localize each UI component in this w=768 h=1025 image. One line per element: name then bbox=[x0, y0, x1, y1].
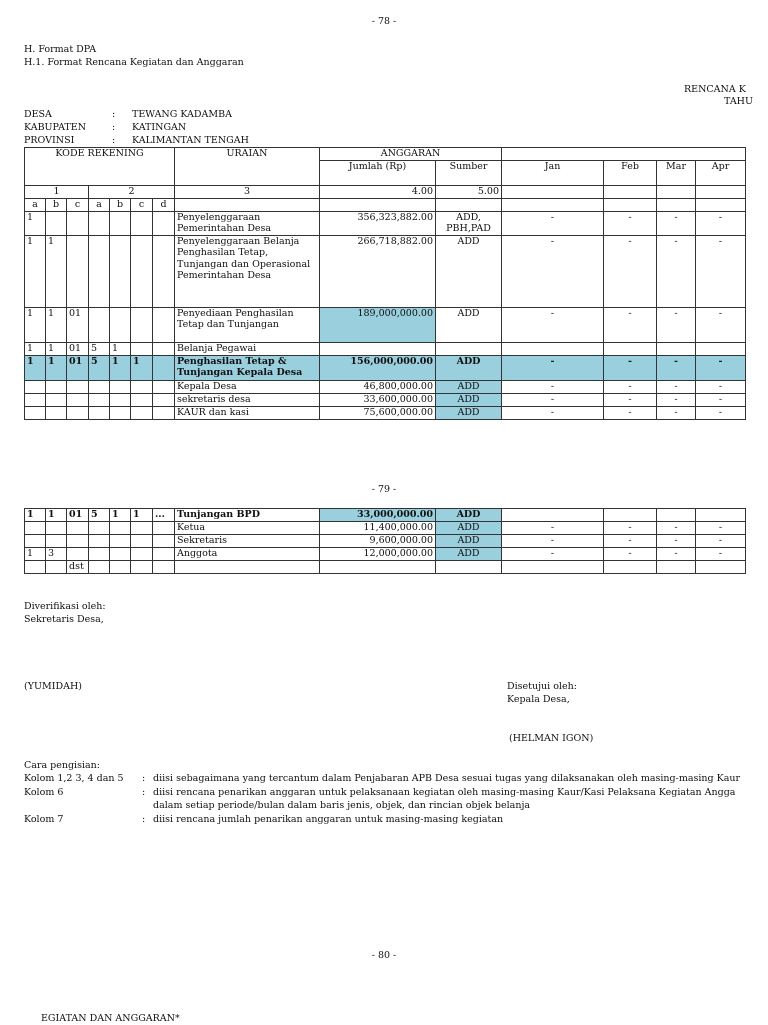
subsection-heading: H.1. Format Rencana Kegiatan dan Anggaran bbox=[24, 57, 244, 68]
jumlah-cell: 356,323,882.00 bbox=[320, 211, 436, 235]
code-cell bbox=[67, 535, 89, 548]
code-cell bbox=[67, 548, 89, 561]
code-cell bbox=[110, 211, 131, 235]
month-cell-feb: - bbox=[604, 235, 657, 307]
code-cell: 1 bbox=[110, 355, 131, 380]
code-cell bbox=[89, 211, 110, 235]
month-cell-apr bbox=[696, 342, 746, 355]
column-number: 5.00 bbox=[436, 186, 502, 199]
uraian-cell bbox=[175, 561, 320, 574]
month-cell-apr: - bbox=[696, 393, 746, 406]
code-cell bbox=[131, 380, 153, 393]
secretary-name: (YUMIDAH) bbox=[24, 681, 82, 692]
month-cell-mar: - bbox=[657, 393, 696, 406]
table-body bbox=[25, 509, 746, 574]
sumber-cell bbox=[436, 561, 502, 574]
code-cell bbox=[46, 393, 67, 406]
jumlah-cell bbox=[320, 342, 436, 355]
header-blank bbox=[502, 148, 746, 161]
empty-cell bbox=[320, 199, 436, 212]
code-cell bbox=[110, 307, 131, 342]
code-cell bbox=[89, 307, 110, 342]
month-cell-mar: - bbox=[657, 211, 696, 235]
code-cell bbox=[110, 548, 131, 561]
budget-table-79 bbox=[24, 508, 746, 574]
month-cell-mar: - bbox=[657, 355, 696, 380]
secretary-title: Sekretaris Desa, bbox=[24, 614, 104, 625]
table-row bbox=[25, 380, 746, 393]
month-cell-apr bbox=[696, 509, 746, 522]
code-cell: 5 bbox=[89, 355, 110, 380]
month-cell-jan: - bbox=[502, 355, 604, 380]
table-row bbox=[25, 355, 746, 380]
code-cell bbox=[153, 211, 175, 235]
table-body bbox=[25, 211, 746, 419]
instruction-column: Kolom 7 bbox=[24, 814, 64, 825]
month-cell-apr: - bbox=[696, 307, 746, 342]
table-row bbox=[25, 561, 746, 574]
uraian-cell: Anggota bbox=[175, 548, 320, 561]
month-cell-mar: - bbox=[657, 535, 696, 548]
table-row bbox=[25, 535, 746, 548]
month-cell-feb: - bbox=[604, 393, 657, 406]
instruction-sep: : bbox=[142, 814, 146, 825]
empty-cell bbox=[696, 199, 746, 212]
month-cell-jan: - bbox=[502, 535, 604, 548]
code-cell bbox=[46, 406, 67, 419]
code-cell bbox=[110, 522, 131, 535]
header-sumber: Sumber bbox=[436, 161, 502, 186]
section-heading: H. Format DPA bbox=[24, 44, 97, 55]
code-letter: c bbox=[67, 199, 89, 212]
month-cell-feb bbox=[604, 509, 657, 522]
column-number-row bbox=[25, 186, 746, 199]
code-cell bbox=[89, 535, 110, 548]
month-cell-apr: - bbox=[696, 548, 746, 561]
table-row bbox=[25, 211, 746, 235]
budget-table-78 bbox=[24, 147, 746, 420]
instructions-title: Cara pengisian: bbox=[24, 760, 100, 771]
code-cell: dst bbox=[67, 561, 89, 574]
month-cell-apr bbox=[696, 561, 746, 574]
month-cell-mar: - bbox=[657, 380, 696, 393]
code-letter: b bbox=[46, 199, 67, 212]
sumber-cell bbox=[436, 342, 502, 355]
table-row bbox=[25, 522, 746, 535]
code-cell: 1 bbox=[46, 355, 67, 380]
code-letter: d bbox=[153, 199, 175, 212]
code-cell: 3 bbox=[46, 548, 67, 561]
table-row bbox=[25, 406, 746, 419]
month-cell-feb: - bbox=[604, 522, 657, 535]
sumber-cell: ADD bbox=[436, 535, 502, 548]
table-row bbox=[25, 307, 746, 342]
sumber-cell: ADD bbox=[436, 307, 502, 342]
month-cell-mar bbox=[657, 509, 696, 522]
instruction-text: diisi rencana jumlah penarikan anggaran untuk masing-masing kegiatan bbox=[153, 814, 504, 825]
month-cell-feb bbox=[604, 561, 657, 574]
page80-title-fragment: EGIATAN DAN ANGGARAN* bbox=[41, 1013, 180, 1024]
code-cell bbox=[25, 535, 46, 548]
code-cell bbox=[25, 406, 46, 419]
code-cell bbox=[89, 561, 110, 574]
sumber-cell: ADD bbox=[436, 393, 502, 406]
table-row bbox=[25, 509, 746, 522]
code-cell bbox=[67, 522, 89, 535]
code-cell bbox=[110, 380, 131, 393]
code-cell bbox=[131, 211, 153, 235]
info-value-provinsi: KALIMANTAN TENGAH bbox=[132, 135, 249, 146]
jumlah-cell bbox=[320, 561, 436, 574]
table-row bbox=[25, 548, 746, 561]
uraian-cell: Ketua bbox=[175, 522, 320, 535]
uraian-cell: KAUR dan kasi bbox=[175, 406, 320, 419]
code-cell bbox=[89, 522, 110, 535]
info-sep: : bbox=[112, 135, 116, 146]
table-row bbox=[25, 342, 746, 355]
header-kode-rekening: KODE REKENING bbox=[25, 148, 175, 186]
code-cell bbox=[131, 535, 153, 548]
empty-cell bbox=[657, 199, 696, 212]
verified-by-label: Diverifikasi oleh: bbox=[24, 601, 106, 612]
empty-cell bbox=[604, 186, 657, 199]
code-cell bbox=[67, 406, 89, 419]
code-cell bbox=[46, 535, 67, 548]
sumber-cell: ADD bbox=[436, 522, 502, 535]
sumber-cell: ADD, PBH,PAD bbox=[436, 211, 502, 235]
info-label-provinsi: PROVINSI bbox=[24, 135, 75, 146]
code-letter: a bbox=[89, 199, 110, 212]
month-cell-feb: - bbox=[604, 406, 657, 419]
month-cell-apr: - bbox=[696, 406, 746, 419]
code-cell bbox=[67, 211, 89, 235]
code-cell bbox=[67, 380, 89, 393]
head-name: (HELMAN IGON) bbox=[509, 733, 594, 744]
month-cell-jan bbox=[502, 342, 604, 355]
jumlah-cell: 9,600,000.00 bbox=[320, 535, 436, 548]
approved-by-label: Disetujui oleh: bbox=[507, 681, 577, 692]
code-cell bbox=[131, 561, 153, 574]
column-number: 1 bbox=[25, 186, 89, 199]
month-cell-apr: - bbox=[696, 355, 746, 380]
month-cell-feb: - bbox=[604, 211, 657, 235]
sumber-cell: ADD bbox=[436, 380, 502, 393]
code-cell: 01 bbox=[67, 355, 89, 380]
code-cell bbox=[131, 393, 153, 406]
month-cell-mar bbox=[657, 561, 696, 574]
info-sep: : bbox=[112, 109, 116, 120]
code-cell bbox=[131, 406, 153, 419]
page-number-80: - 80 - bbox=[371, 950, 397, 961]
code-cell bbox=[153, 355, 175, 380]
empty-cell bbox=[502, 199, 604, 212]
header-month-jan: Jan bbox=[502, 161, 604, 186]
code-cell: 1 bbox=[25, 355, 46, 380]
jumlah-cell: 33,000,000.00 bbox=[320, 509, 436, 522]
month-cell-jan bbox=[502, 509, 604, 522]
instruction-column: Kolom 6 bbox=[24, 787, 64, 798]
code-cell bbox=[89, 380, 110, 393]
column-number: 2 bbox=[89, 186, 175, 199]
code-cell: ... bbox=[153, 509, 175, 522]
month-cell-feb bbox=[604, 342, 657, 355]
code-cell bbox=[46, 561, 67, 574]
jumlah-cell: 12,000,000.00 bbox=[320, 548, 436, 561]
uraian-cell: Penghasilan Tetap & Tunjangan Kepala Desa bbox=[175, 355, 320, 380]
jumlah-cell: 266,718,882.00 bbox=[320, 235, 436, 307]
header-anggaran: ANGGARAN bbox=[320, 148, 502, 161]
document-title-fragment: RENCANA K bbox=[684, 84, 746, 95]
month-cell-jan: - bbox=[502, 307, 604, 342]
document-year-fragment: TAHU bbox=[724, 96, 753, 107]
code-cell bbox=[89, 548, 110, 561]
month-cell-feb: - bbox=[604, 307, 657, 342]
instruction-text: diisi rencana penarikan anggaran untuk pelaksanaan kegiatan oleh masing-masing Kaur/Kasi Pelaksana Kegiatan Angga bbox=[153, 787, 736, 798]
code-cell: 01 bbox=[67, 342, 89, 355]
info-value-kabupaten: KATINGAN bbox=[132, 122, 187, 133]
header-month-mar: Mar bbox=[657, 161, 696, 186]
code-cell: 1 bbox=[25, 342, 46, 355]
code-cell bbox=[153, 535, 175, 548]
month-cell-jan bbox=[502, 561, 604, 574]
month-cell-feb: - bbox=[604, 535, 657, 548]
code-cell bbox=[153, 561, 175, 574]
jumlah-cell: 11,400,000.00 bbox=[320, 522, 436, 535]
empty-cell bbox=[657, 186, 696, 199]
jumlah-cell: 33,600,000.00 bbox=[320, 393, 436, 406]
month-cell-feb: - bbox=[604, 548, 657, 561]
code-cell bbox=[153, 548, 175, 561]
instruction-text: dalam setiap periode/bulan dalam baris jenis, objek, dan rincian objek belanja bbox=[153, 800, 531, 811]
month-cell-mar: - bbox=[657, 235, 696, 307]
month-cell-apr: - bbox=[696, 522, 746, 535]
code-cell bbox=[153, 235, 175, 307]
instruction-column: Kolom 1,2 3, 4 dan 5 bbox=[24, 773, 124, 784]
uraian-cell: Penyelenggaraan Pemerintahan Desa bbox=[175, 211, 320, 235]
month-cell-mar: - bbox=[657, 522, 696, 535]
instruction-text: diisi sebagaimana yang tercantum dalam Penjabaran APB Desa sesuai tugas yang dilaksanakan oleh masing-masing Kaur bbox=[153, 773, 741, 784]
code-cell bbox=[153, 380, 175, 393]
code-cell bbox=[131, 522, 153, 535]
code-letter: c bbox=[131, 199, 153, 212]
code-cell: 5 bbox=[89, 342, 110, 355]
header-month-feb: Feb bbox=[604, 161, 657, 186]
header-month-apr: Apr bbox=[696, 161, 746, 186]
month-cell-jan: - bbox=[502, 235, 604, 307]
info-label-desa: DESA bbox=[24, 109, 52, 120]
table-row bbox=[25, 393, 746, 406]
code-cell: 1 bbox=[46, 235, 67, 307]
code-cell bbox=[46, 522, 67, 535]
code-cell: 1 bbox=[110, 342, 131, 355]
empty-cell bbox=[696, 186, 746, 199]
uraian-cell: Kepala Desa bbox=[175, 380, 320, 393]
month-cell-jan: - bbox=[502, 393, 604, 406]
empty-cell bbox=[436, 199, 502, 212]
code-cell bbox=[110, 235, 131, 307]
code-cell bbox=[131, 307, 153, 342]
uraian-cell: Tunjangan BPD bbox=[175, 509, 320, 522]
code-cell bbox=[25, 393, 46, 406]
month-cell-apr: - bbox=[696, 535, 746, 548]
code-cell bbox=[153, 522, 175, 535]
month-cell-apr: - bbox=[696, 235, 746, 307]
jumlah-cell: 189,000,000.00 bbox=[320, 307, 436, 342]
code-cell: 1 bbox=[131, 355, 153, 380]
sumber-cell: ADD bbox=[436, 509, 502, 522]
code-cell: 1 bbox=[25, 509, 46, 522]
page-number-79: - 79 - bbox=[371, 484, 397, 495]
code-cell: 5 bbox=[89, 509, 110, 522]
code-cell: 01 bbox=[67, 509, 89, 522]
jumlah-cell: 75,600,000.00 bbox=[320, 406, 436, 419]
head-title: Kepala Desa, bbox=[507, 694, 570, 705]
month-cell-jan: - bbox=[502, 406, 604, 419]
code-cell bbox=[131, 342, 153, 355]
code-cell: 1 bbox=[46, 342, 67, 355]
month-cell-mar: - bbox=[657, 548, 696, 561]
code-letter: b bbox=[110, 199, 131, 212]
uraian-cell: Penyediaan Penghasilan Tetap dan Tunjangan bbox=[175, 307, 320, 342]
code-cell bbox=[153, 406, 175, 419]
instruction-sep: : bbox=[142, 787, 146, 798]
uraian-cell: Penyelenggaraan Belanja Penghasilan Tetap, Tunjangan dan Operasional Pemerintahan Desa bbox=[175, 235, 320, 307]
code-cell bbox=[46, 380, 67, 393]
header-jumlah: Jumlah (Rp) bbox=[320, 161, 436, 186]
page-number-78: - 78 - bbox=[371, 16, 397, 27]
code-cell bbox=[153, 342, 175, 355]
jumlah-cell: 46,800,000.00 bbox=[320, 380, 436, 393]
code-cell bbox=[67, 235, 89, 307]
code-cell bbox=[153, 307, 175, 342]
month-cell-feb: - bbox=[604, 355, 657, 380]
month-cell-mar bbox=[657, 342, 696, 355]
code-cell: 1 bbox=[25, 235, 46, 307]
month-cell-jan: - bbox=[502, 380, 604, 393]
month-cell-mar: - bbox=[657, 406, 696, 419]
code-cell bbox=[110, 393, 131, 406]
header-uraian: URAIAN bbox=[175, 148, 320, 186]
code-cell bbox=[131, 235, 153, 307]
column-number: 4.00 bbox=[320, 186, 436, 199]
code-cell bbox=[131, 548, 153, 561]
code-cell: 1 bbox=[46, 307, 67, 342]
code-cell bbox=[89, 235, 110, 307]
table-row bbox=[25, 235, 746, 307]
uraian-cell: Belanja Pegawai bbox=[175, 342, 320, 355]
code-letter-row bbox=[25, 199, 746, 212]
code-cell: 1 bbox=[110, 509, 131, 522]
code-cell bbox=[110, 406, 131, 419]
code-cell bbox=[25, 561, 46, 574]
code-cell: 01 bbox=[67, 307, 89, 342]
uraian-cell: sekretaris desa bbox=[175, 393, 320, 406]
code-cell bbox=[25, 522, 46, 535]
code-cell bbox=[89, 393, 110, 406]
month-cell-jan: - bbox=[502, 548, 604, 561]
uraian-cell: Sekretaris bbox=[175, 535, 320, 548]
code-cell: 1 bbox=[25, 548, 46, 561]
code-cell bbox=[25, 380, 46, 393]
code-cell: 1 bbox=[25, 211, 46, 235]
month-cell-apr: - bbox=[696, 211, 746, 235]
sumber-cell: ADD bbox=[436, 406, 502, 419]
jumlah-cell: 156,000,000.00 bbox=[320, 355, 436, 380]
month-cell-mar: - bbox=[657, 307, 696, 342]
empty-cell bbox=[502, 186, 604, 199]
month-cell-jan: - bbox=[502, 522, 604, 535]
code-cell: 1 bbox=[46, 509, 67, 522]
empty-cell bbox=[604, 199, 657, 212]
code-cell bbox=[110, 561, 131, 574]
code-cell bbox=[110, 535, 131, 548]
month-cell-apr: - bbox=[696, 380, 746, 393]
info-sep: : bbox=[112, 122, 116, 133]
month-cell-jan: - bbox=[502, 211, 604, 235]
sumber-cell: ADD bbox=[436, 235, 502, 307]
sumber-cell: ADD bbox=[436, 548, 502, 561]
info-value-desa: TEWANG KADAMBA bbox=[132, 109, 232, 120]
column-number: 3 bbox=[175, 186, 320, 199]
code-cell: 1 bbox=[131, 509, 153, 522]
empty-cell bbox=[175, 199, 320, 212]
code-cell bbox=[89, 406, 110, 419]
month-cell-feb: - bbox=[604, 380, 657, 393]
code-cell bbox=[67, 393, 89, 406]
code-cell: 1 bbox=[25, 307, 46, 342]
sumber-cell: ADD bbox=[436, 355, 502, 380]
code-cell bbox=[153, 393, 175, 406]
code-cell bbox=[46, 211, 67, 235]
code-letter: a bbox=[25, 199, 46, 212]
instruction-sep: : bbox=[142, 773, 146, 784]
info-label-kabupaten: KABUPATEN bbox=[24, 122, 87, 133]
